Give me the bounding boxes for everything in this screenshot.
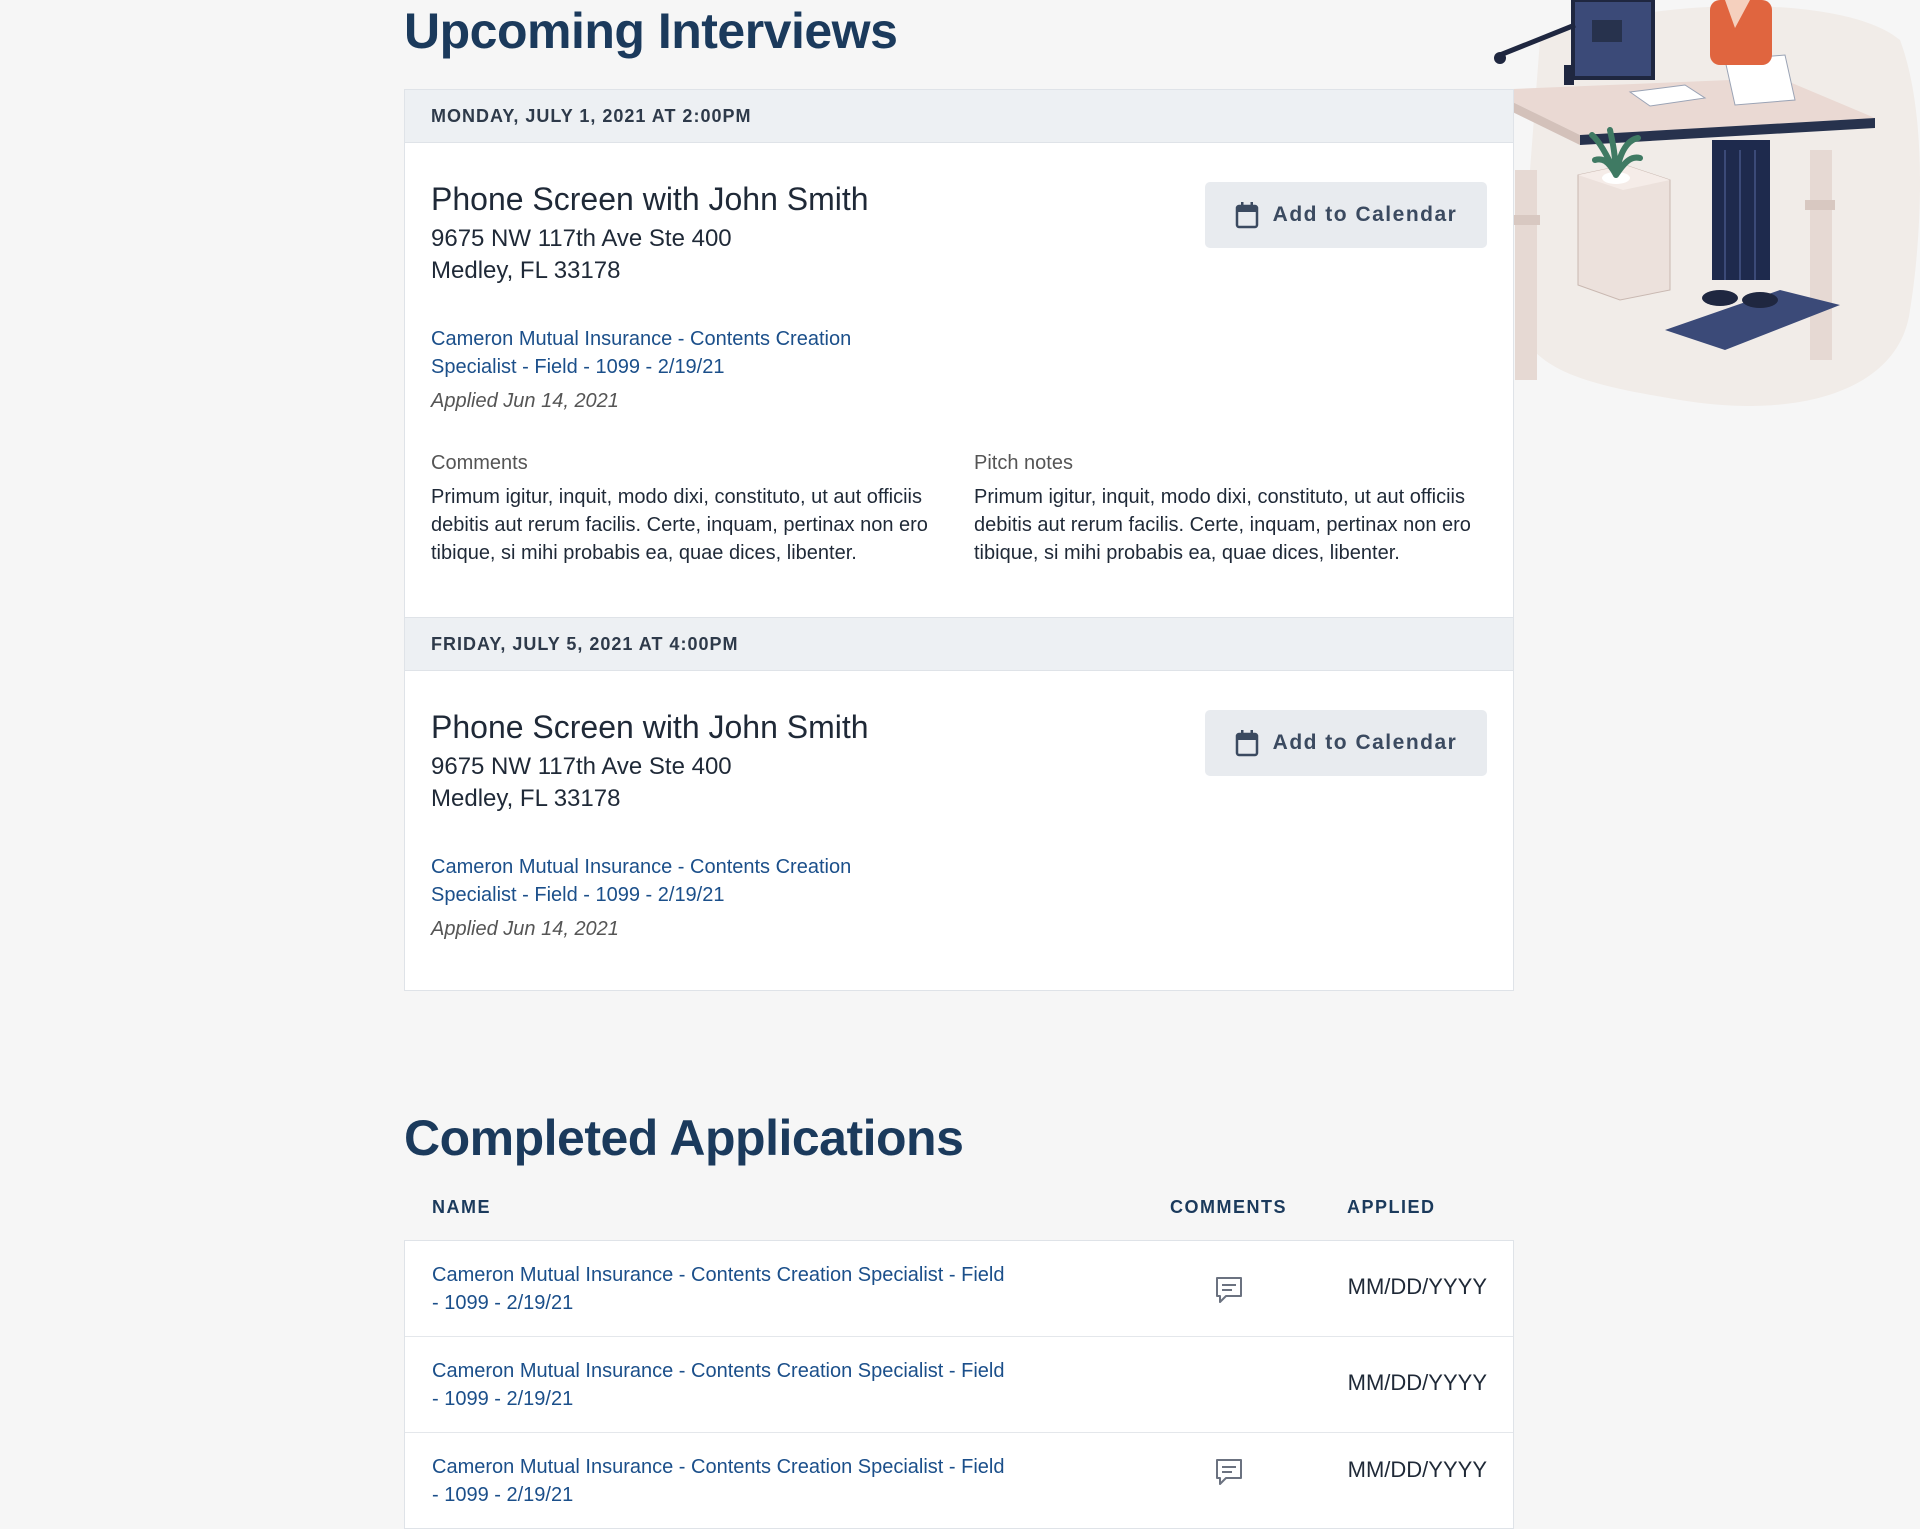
upcoming-interviews-heading: Upcoming Interviews xyxy=(404,3,898,59)
interview-address-line2: Medley, FL 33178 xyxy=(431,785,621,812)
table-row xyxy=(405,1337,1513,1433)
table-row xyxy=(405,1433,1513,1528)
applied-date-cell: MM/DD/YYYY xyxy=(1347,1274,1487,1299)
job-posting-link[interactable]: Cameron Mutual Insurance - Contents Creation Specialist - Field - 1099 - 2/19/21 xyxy=(431,328,852,378)
applied-date-cell: MM/DD/YYYY xyxy=(1347,1370,1487,1395)
calendar-icon xyxy=(1235,201,1259,229)
job-posting-link[interactable]: Cameron Mutual Insurance - Contents Creation Specialist - Field - 1099 - 2/19/21 xyxy=(431,856,852,906)
add-to-calendar-button[interactable] xyxy=(1205,182,1487,248)
pitch-notes-section xyxy=(974,449,1487,567)
application-name-link[interactable]: Cameron Mutual Insurance - Contents Creation Specialist - Field - 1099 - 2/19/21 xyxy=(432,1456,1005,1506)
comments-text: Primum igitur, inquit, modo dixi, constituto, ut aut officiis debitis aut rerum facilis. Certe, inquam, pertinax non ero tibique, si mihi probabis ea, quae dices, libenter. xyxy=(431,486,928,564)
completed-applications-table xyxy=(404,1240,1514,1529)
woman-at-standing-desk-illustration xyxy=(1480,0,1920,420)
comments-label: Comments xyxy=(431,452,528,474)
add-to-calendar-label: Add to Calendar xyxy=(1272,731,1458,754)
interview-address-line1: 9675 NW 117th Ave Ste 400 xyxy=(431,225,732,252)
column-header-applied: APPLIED xyxy=(1347,1197,1436,1217)
applied-date: Applied Jun 14, 2021 xyxy=(431,390,619,412)
table-row xyxy=(405,1241,1513,1337)
interview-card xyxy=(405,143,1513,617)
interview-date-bar: MONDAY, JULY 1, 2021 AT 2:00PM xyxy=(405,90,1513,143)
comment-icon[interactable] xyxy=(1214,1457,1244,1487)
application-name-link[interactable]: Cameron Mutual Insurance - Contents Creation Specialist - Field - 1099 - 2/19/21 xyxy=(432,1264,1005,1314)
comment-icon[interactable] xyxy=(1214,1275,1244,1305)
completed-table-header xyxy=(404,1196,1512,1240)
application-name-link[interactable]: Cameron Mutual Insurance - Contents Creation Specialist - Field - 1099 - 2/19/21 xyxy=(432,1360,1005,1410)
upcoming-interviews-list xyxy=(404,89,1514,991)
interview-title: Phone Screen with John Smith xyxy=(431,709,869,745)
interview-address-line1: 9675 NW 117th Ave Ste 400 xyxy=(431,753,732,780)
pitch-notes-label: Pitch notes xyxy=(974,452,1073,474)
add-to-calendar-label: Add to Calendar xyxy=(1272,203,1458,226)
add-to-calendar-button[interactable] xyxy=(1205,710,1487,776)
interview-title: Phone Screen with John Smith xyxy=(431,181,869,217)
interview-card xyxy=(405,671,1513,990)
interview-address-line2: Medley, FL 33178 xyxy=(431,257,621,284)
applied-date-cell: MM/DD/YYYY xyxy=(1347,1457,1487,1482)
column-header-name: NAME xyxy=(432,1197,491,1217)
interview-notes xyxy=(431,449,1487,605)
column-header-comments: COMMENTS xyxy=(1170,1197,1287,1217)
calendar-icon xyxy=(1235,729,1259,757)
comments-section xyxy=(431,449,944,567)
interview-date-bar: FRIDAY, JULY 5, 2021 AT 4:00PM xyxy=(405,617,1513,671)
applied-date: Applied Jun 14, 2021 xyxy=(431,918,619,940)
completed-applications-heading: Completed Applications xyxy=(404,1110,964,1166)
pitch-notes-text: Primum igitur, inquit, modo dixi, constituto, ut aut officiis debitis aut rerum facilis. Certe, inquam, pertinax non ero tibique, si mihi probabis ea, quae dices, libenter. xyxy=(974,486,1471,564)
